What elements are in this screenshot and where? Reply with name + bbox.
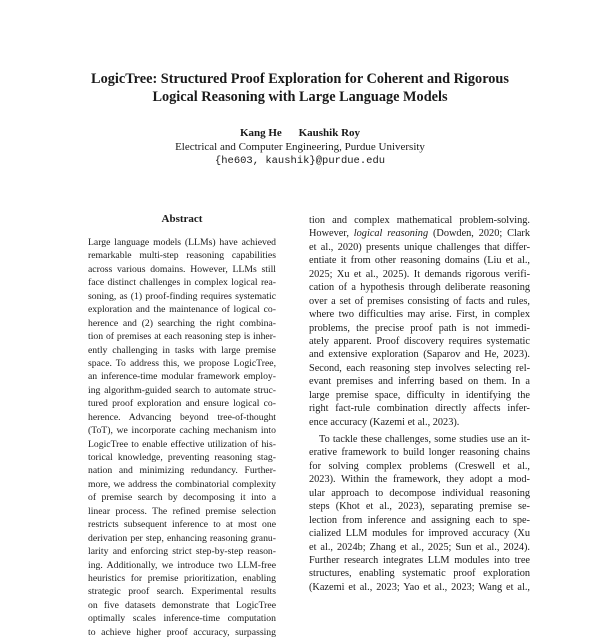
text-line: ing. Additionally, we introduce two LLM-free — [88, 559, 276, 571]
text-line: ently challenging in tasks with large premise — [88, 344, 276, 356]
text-line: steps (Khot et al., 2023), separating premise se- — [309, 501, 530, 513]
text-line: over a set of premises consisting of facts and rules, — [309, 295, 530, 307]
text-line: 2025; Xu et al., 2025). It demands rigorous verifi- — [309, 268, 530, 280]
text-line: 2023). Within the framework, they adopt a mod- — [309, 474, 530, 486]
text-line: exploration and the maintenance of logical co- — [88, 304, 276, 316]
text-line: more, we address the combinatorial complexity — [88, 478, 276, 490]
text-line: derivation per step, enhancing reasoning granu- — [88, 532, 276, 544]
text-line: herence and (2) searching the right combina- — [88, 317, 276, 329]
text-line: (ToT), we incorporate caching mechanism into — [88, 425, 276, 437]
author-email: {he603, kaushik}@purdue.edu — [214, 155, 386, 167]
text-line: tion of premises at each reasoning step is inher- — [88, 331, 276, 343]
text-line: erative framework to build longer reasoning chains — [309, 447, 530, 459]
text-line: remarkable multi-step reasoning capabilities — [88, 250, 276, 262]
text-line: structures, enabling systematic proof exploration — [309, 568, 530, 580]
text-line: optimally scales inference-time computation — [88, 613, 276, 625]
text-line: ing algorithm-guided search to automate struc- — [88, 384, 276, 396]
text-line: for solving complex problems (Creswell et al., — [309, 460, 530, 472]
text-line: restricts subsequent inference to at most one — [88, 519, 276, 531]
text-line: et al., 2020) presents unique challenges that differ- — [309, 241, 530, 253]
text-line: to achieve higher proof accuracy, surpassing — [88, 626, 276, 638]
text-line: larity and enforcing strict step-by-step reason- — [88, 546, 276, 558]
text-line: ence accuracy (Kazemi et al., 2023). — [309, 416, 460, 428]
title-line-1: LogicTree: Structured Proof Exploration for Coherent and Rigorous — [91, 71, 509, 87]
text-line: linear process. The refined premise selection — [88, 505, 276, 517]
abstract-body — [88, 236, 276, 638]
text-line: heuristics for premise prioritization, enabling — [88, 572, 276, 584]
text-line: problems, the precise proof path is not immedi- — [309, 322, 530, 334]
text-line: Large language models (LLMs) have achieved — [88, 237, 276, 248]
text-line: torical knowledge, preventing reasoning stag- — [88, 452, 276, 463]
author-list — [40, 126, 560, 140]
text-line: across various domains. However, LLMs still — [88, 263, 276, 275]
text-line: right fact-rule combination directly affects infer- — [309, 403, 530, 415]
text-line: To tackle these challenges, some studies use an it- — [319, 434, 530, 445]
text-line: space. To address this, we propose LogicTree, — [88, 357, 276, 369]
text-line: an inference-time modular framework employ- — [88, 371, 276, 383]
text-line: on five datasets demonstrate that LogicTree — [88, 599, 276, 611]
text-line: herence. Advancing beyond tree-of-thought — [88, 411, 276, 423]
text-line: and extensive exploration (Saparov and He, 2023). — [309, 349, 530, 361]
text-line: cation of a hypothesis through deliberate reasoning — [309, 282, 530, 294]
text-line: evant premises and inferring based on them. In a — [309, 376, 530, 388]
abstract-heading: Abstract — [161, 213, 203, 225]
text-line: face distinct challenges in complex logical rea- — [88, 277, 276, 289]
text-line: soning, as (1) proof-finding requires systematic — [88, 290, 276, 302]
text-line: (Kazemi et al., 2023; Yao et al., 2023; Wang et al., — [309, 581, 530, 593]
text-line: lection from inference and assigning each to spe- — [309, 514, 530, 526]
text-line: large premise space, difficulty in identifying the — [309, 389, 530, 401]
text-line: Second, each reasoning step involves selecting rel- — [309, 362, 530, 374]
text-line: entiate it from other reasoning domains (Liu et al., — [309, 255, 530, 267]
emphasis: logical reasoning — [353, 228, 429, 240]
text-line: et al., 2024b; Zhang et al., 2025; Sun et al., 2024). — [309, 541, 530, 553]
author-name: Kang He — [239, 127, 282, 139]
text-line: tion and complex mathematical problem-solving. — [309, 215, 530, 226]
text-line: of premise search by decomposing it into a — [88, 492, 276, 504]
text-line: strategic proof search. Experimental results — [88, 586, 276, 598]
text-line: tured proof exploration and ensure logical co- — [88, 398, 276, 410]
author-name: Kaushik Roy — [298, 127, 361, 139]
text-line: ular approach to decompose individual reasoning — [309, 487, 530, 499]
text-line: Further research integrates LLM modules into tree — [309, 554, 530, 566]
text-line: where two difficulties may arise. First, in complex — [309, 309, 530, 321]
text-line: However, logical reasoning (Dowden, 2020; Clark — [309, 228, 530, 240]
introduction-column — [309, 214, 530, 600]
text-line: LogicTree to enable effective utilization of his- — [88, 438, 276, 450]
affiliation: Electrical and Computer Engineering, Purdue University — [175, 141, 425, 153]
text-line: nation and minimizing redundancy. Further- — [88, 465, 276, 477]
paper-title — [40, 70, 560, 106]
text-line: ately apparent. Proof discovery requires systematic — [309, 335, 530, 347]
text-line: cialized LLM modules for improved accuracy (Xu — [309, 528, 530, 540]
title-line-2: Logical Reasoning with Large Language Models — [152, 89, 448, 105]
